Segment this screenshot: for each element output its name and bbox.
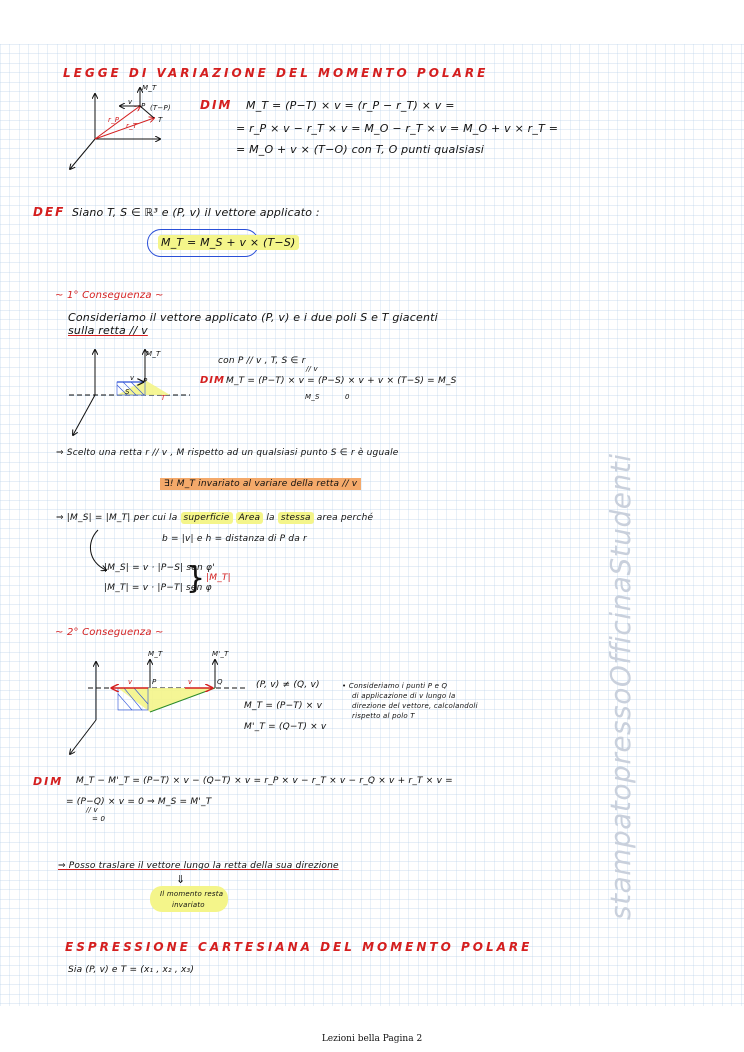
note-text: rispetto al polo T: [352, 712, 415, 720]
dim-label: DIM: [200, 98, 233, 112]
body-text: ⇒ Scelto una retta r // v , M rispetto ad un qualsiasi punto S ∈ r è uguale: [56, 448, 399, 458]
formula-line: M_T = (P−T) × v: [244, 701, 323, 711]
formula-line: M'_T = (Q−T) × v: [244, 722, 327, 732]
fig-label: Q: [217, 678, 223, 686]
annotation: // v: [306, 365, 318, 373]
vector-diagram-2: [65, 340, 200, 440]
body-text: ⇒ |M_S| = |M_T| per cui la: [56, 513, 178, 523]
formula-line: = r_P × v − r_T × v = M_O − r_T × v = M_O + v × r_T =: [236, 122, 559, 135]
fig-label: P: [152, 678, 157, 686]
fig-label: P: [141, 102, 146, 110]
highlight-word: stessa: [278, 512, 314, 524]
highlight-text: invariato: [172, 901, 205, 909]
fig-label: S: [125, 388, 130, 396]
formula-line: M_T − M'_T = (P−T) × v − (Q−T) × v = r_P × v − r_T × v − r_Q × v + r_T × v =: [76, 776, 453, 786]
def-text: Siano T, S ∈ ℝ³ e (P, v) il vettore applicato :: [72, 206, 320, 219]
fig-label: T: [161, 394, 166, 402]
note-text: direzione del vettore, calcolandoli: [352, 702, 478, 710]
section-title: ESPRESSIONE CARTESIANA DEL MOMENTO POLARE: [65, 940, 533, 954]
fig-label: r_P: [108, 116, 120, 124]
highlight-word: Area: [236, 512, 264, 524]
fig-label: v: [130, 374, 135, 382]
fig-label: (T−P): [150, 104, 171, 112]
key-formula: M_T = M_S + v × (T−S): [158, 235, 299, 250]
vector-diagram-3: [60, 642, 250, 757]
fig-label: v: [128, 678, 133, 686]
body-text: ⇒ Posso traslare il vettore lungo la retta della sua direzione: [58, 861, 339, 871]
annotation: 0: [345, 393, 350, 401]
dim-label: DIM: [33, 775, 64, 788]
annotation: = 0: [92, 815, 106, 823]
formula-line: M_T = (P−T) × v = (r_P − r_T) × v =: [246, 99, 455, 112]
note-text: • Consideriamo i punti P e Q: [342, 682, 448, 690]
note-text: di applicazione di v lungo la: [352, 692, 456, 700]
vector-diagram: [60, 84, 180, 184]
fig-label: P: [143, 377, 148, 385]
condition-text: con P // v , T, S ∈ r: [218, 356, 306, 366]
highlight-word: superficie: [181, 512, 233, 524]
arrow-symbol: ⇓: [176, 873, 186, 886]
fig-label: r_T: [126, 122, 138, 130]
annotation: M_S: [305, 393, 320, 401]
fig-label: M_T: [142, 84, 157, 92]
fig-label: M'_T: [212, 650, 229, 658]
def-label: DEF: [33, 205, 66, 219]
highlight-text: Il momento resta: [160, 890, 224, 898]
fig-label: v: [128, 98, 133, 106]
subheading: ~ 1° Conseguenza ~: [55, 290, 164, 301]
page-footer: Lezioni bella Pagina 2: [321, 1034, 423, 1044]
annotation: // v: [86, 806, 98, 814]
fig-label: T: [158, 116, 163, 124]
formula-line: M_T = (P−T) × v = (P−S) × v + v × (T−S) = M_S: [226, 376, 457, 386]
fig-label: M_T: [148, 650, 163, 658]
fig-label: M_T: [146, 350, 161, 358]
body-text: area perché: [313, 513, 374, 523]
brace: }: [186, 561, 206, 596]
formula-line: |M_S| = v · |P−S| sen φ': [104, 563, 215, 573]
subheading: ~ 2° Conseguenza ~: [55, 627, 164, 638]
highlight-text: ∃! M_T invariato al variare della retta // v: [160, 478, 361, 490]
body-text: b = |v| e h = distanza di P da r: [162, 534, 307, 544]
dim-label: DIM: [200, 375, 225, 386]
formula-line: = M_O + v × (T−O) con T, O punti qualsiasi: [236, 143, 485, 156]
fig-label: v: [188, 678, 193, 686]
section-title: LEGGE DI VARIAZIONE DEL MOMENTO POLARE: [63, 66, 489, 80]
formula-line: = (P−Q) × v = 0 ⇒ M_S = M'_T: [66, 797, 212, 807]
formula-line: |M_T| = v · |P−T| sen φ: [104, 583, 212, 593]
formula-line: (P, v) ≠ (Q, v): [256, 680, 320, 690]
body-text: la: [263, 513, 275, 523]
braced-result: |M_T|: [206, 573, 231, 583]
body-text: sulla retta // v: [68, 324, 148, 337]
body-text: Sia (P, v) e T = (x₁ , x₂ , x₃): [68, 965, 195, 975]
body-text: Consideriamo il vettore applicato (P, v) e i due poli S e T giacenti: [68, 311, 438, 324]
watermark: stampatopressoOfficinaStudenti: [604, 453, 637, 920]
